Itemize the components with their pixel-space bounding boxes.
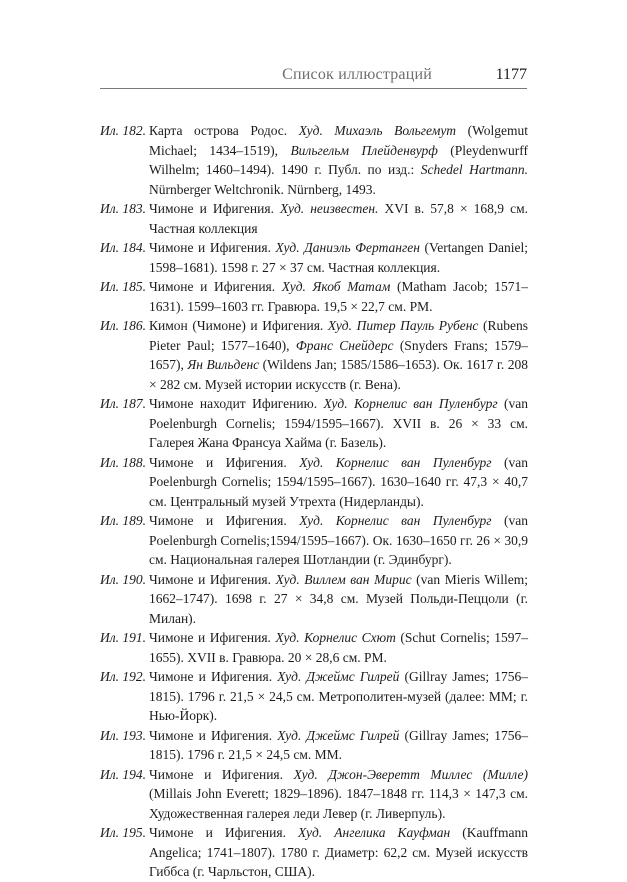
- entry-text: (Gillray James; 1756–1815). 1796 г. 21,5 × 24,5 см. ММ.: [149, 727, 528, 762]
- illustration-number: Ил. 183.: [100, 201, 147, 216]
- italic-text: Худ. Корнелис Схют: [275, 630, 396, 645]
- running-title: Список иллюстраций: [282, 66, 432, 83]
- list-item: [100, 628, 528, 667]
- illustration-number: Ил. 194.: [100, 766, 147, 782]
- entry-text: (Wolgemut Michael; 1434–1519),: [149, 123, 528, 158]
- italic-text: Худ. Якоб Матам: [281, 279, 391, 294]
- page-number: 1177: [495, 66, 527, 83]
- entry-text: (Kauffmann Angelica; 1741–1807). 1780 г. Диаметр: 62,2 см. Музей искусств Гиббса (г. Чарльстон, США).: [149, 825, 528, 879]
- illustration-list: [100, 121, 528, 882]
- entry-text: XVI в. 57,8 × 168,9 см. Частная коллекция: [149, 201, 528, 236]
- list-item: [100, 570, 528, 629]
- running-header: [100, 62, 527, 89]
- illustration-number: Ил. 184.: [100, 240, 147, 255]
- list-item: [100, 765, 528, 824]
- illustration-number: Ил. 190.: [100, 571, 147, 587]
- entry-text: Чимоне и Ифигения.: [149, 571, 276, 587]
- italic-text: Худ. Корнелис ван Пуленбург: [299, 454, 492, 470]
- illustration-number: Ил. 182.: [100, 123, 147, 138]
- illustration-number: Ил. 189.: [100, 513, 147, 528]
- entry-text: Карта острова Родос.: [149, 123, 299, 138]
- entry-text: (Schut Cornelis; 1597–1655). XVII в. Гравюра. 20 × 28,6 см. РМ.: [149, 630, 529, 665]
- italic-text: Худ. Джеймс Гилрей: [277, 669, 400, 684]
- italic-text: Худ. Даниэль Фертанген: [275, 240, 420, 255]
- italic-text: Худ. неизвестен.: [280, 201, 379, 216]
- italic-text: Schedel Hartmann.: [420, 162, 528, 177]
- entry-text: Чимоне находит Ифигению.: [149, 396, 324, 411]
- list-item: [100, 511, 528, 570]
- entry-text: Чимоне и Ифигения.: [149, 669, 278, 684]
- list-item: [100, 199, 528, 238]
- italic-text: Худ. Виллем ван Мирис: [275, 571, 412, 587]
- list-item: [100, 394, 528, 453]
- entry-text: Чимоне и Ифигения.: [149, 825, 299, 840]
- entry-text: Чимоне и Ифигения.: [149, 630, 276, 645]
- illustration-number: Ил. 192.: [100, 669, 147, 684]
- italic-text: Худ. Михаэль Вольгемут: [298, 123, 457, 138]
- italic-text: Вильгельм Плейденвурф: [290, 142, 438, 158]
- entry-text: Кимон (Чимоне) и Ифигения.: [149, 318, 328, 333]
- illustration-number: Ил. 191.: [100, 630, 147, 645]
- entry-text: (van Poelenburgh Cornelis;1594/1595–1667). Ок. 1630–1650 гг. 26 × 30,9 см. Национальная галерея Шотландии (г. Эдинбург).: [149, 513, 528, 567]
- illustration-number: Ил. 193.: [100, 727, 147, 743]
- entry-text: Чимоне и Ифигения.: [149, 240, 276, 255]
- italic-text: Худ. Джеймс Гилрей: [277, 727, 400, 743]
- italic-text: Худ. Корнелис ван Пуленбург: [323, 396, 498, 411]
- entry-text: Чимоне и Ифигения.: [149, 201, 281, 216]
- list-item: [100, 453, 528, 512]
- entry-text: (Rubens Pieter Paul; 1577–1640),: [149, 318, 528, 353]
- entry-text: (Vertangen Daniel; 1598–1681). 1598 г. 27 × 37 см. Частная коллекция.: [149, 240, 528, 275]
- entry-text: Чимоне и Ифигения.: [149, 727, 278, 743]
- italic-text: Худ. Питер Пауль Рубенс: [327, 318, 479, 333]
- illustration-number: Ил. 186.: [100, 318, 147, 333]
- entry-text: (van Poelenburgh Cornelis; 1594/1595–1667). 1630–1640 гг. 47,3 × 40,7 см. Центральный музей Утрехта (Нидерланды).: [149, 454, 528, 509]
- list-item: [100, 726, 528, 765]
- illustration-number: Ил. 188.: [100, 454, 147, 470]
- list-item: [100, 316, 528, 394]
- entry-text: Nürnberger Weltchronik. Nürnberg, 1493.: [149, 181, 376, 197]
- entry-text: (van Mieris Willem; 1662–1747). 1698 г. 27 × 34,8 см. Музей Польди-Пеццоли (г. Милан).: [149, 571, 528, 626]
- italic-text: Худ. Ангелика Кауфман: [298, 825, 451, 840]
- entry-text: Чимоне и Ифигения.: [149, 454, 300, 470]
- entry-text: (Pleydenwurff Wilhelm; 1460–1494). 1490 г. Публ. по изд.:: [149, 142, 529, 177]
- italic-text: Худ. Корнелис ван Пуленбург: [299, 513, 492, 528]
- illustration-number: Ил. 185.: [100, 279, 147, 294]
- list-item: [100, 823, 528, 882]
- list-item: [100, 121, 528, 199]
- list-item: [100, 277, 528, 316]
- entry-text: (Snyders Frans; 1579–1657),: [149, 337, 528, 372]
- illustration-number: Ил. 187.: [100, 396, 147, 411]
- italic-text: Худ. Джон-Эверетт Миллес (Милле): [293, 766, 529, 782]
- entry-text: (Millais John Everett; 1829–1896). 1847–1848 гг. 114,3 × 147,3 см. Художественная галерея леди Левер (г. Ливерпуль).: [149, 786, 528, 821]
- illustration-number: Ил. 195.: [100, 825, 147, 840]
- entry-text: (Matham Jacob; 1571–1631). 1599–1603 гг. Гравюра. 19,5 × 22,7 см. РМ.: [149, 279, 528, 314]
- italic-text: Ян Вильденс: [187, 357, 260, 372]
- entry-text: Чимоне и Ифигения.: [149, 766, 294, 782]
- entry-text: Чимоне и Ифигения.: [149, 513, 300, 528]
- entry-text: (Wildens Jan; 1585/1586–1653). Ок. 1617 г. 208 × 282 см. Музей истории искусств (г. Вена).: [149, 357, 529, 392]
- entry-text: Чимоне и Ифигения.: [149, 279, 282, 294]
- entry-text: (Gillray James; 1756–1815). 1796 г. 21,5 × 24,5 см. Метрополитен-музей (далее: ММ; г. Нью-Йорк).: [149, 669, 528, 723]
- italic-text: Франс Снейдерс: [295, 337, 394, 353]
- list-item: [100, 667, 528, 726]
- list-item: [100, 238, 528, 277]
- entry-text: (van Poelenburgh Cornelis; 1594/1595–1667). XVII в. 26 × 33 см. Галерея Жана Франсуа Хайма (г. Базель).: [149, 396, 528, 450]
